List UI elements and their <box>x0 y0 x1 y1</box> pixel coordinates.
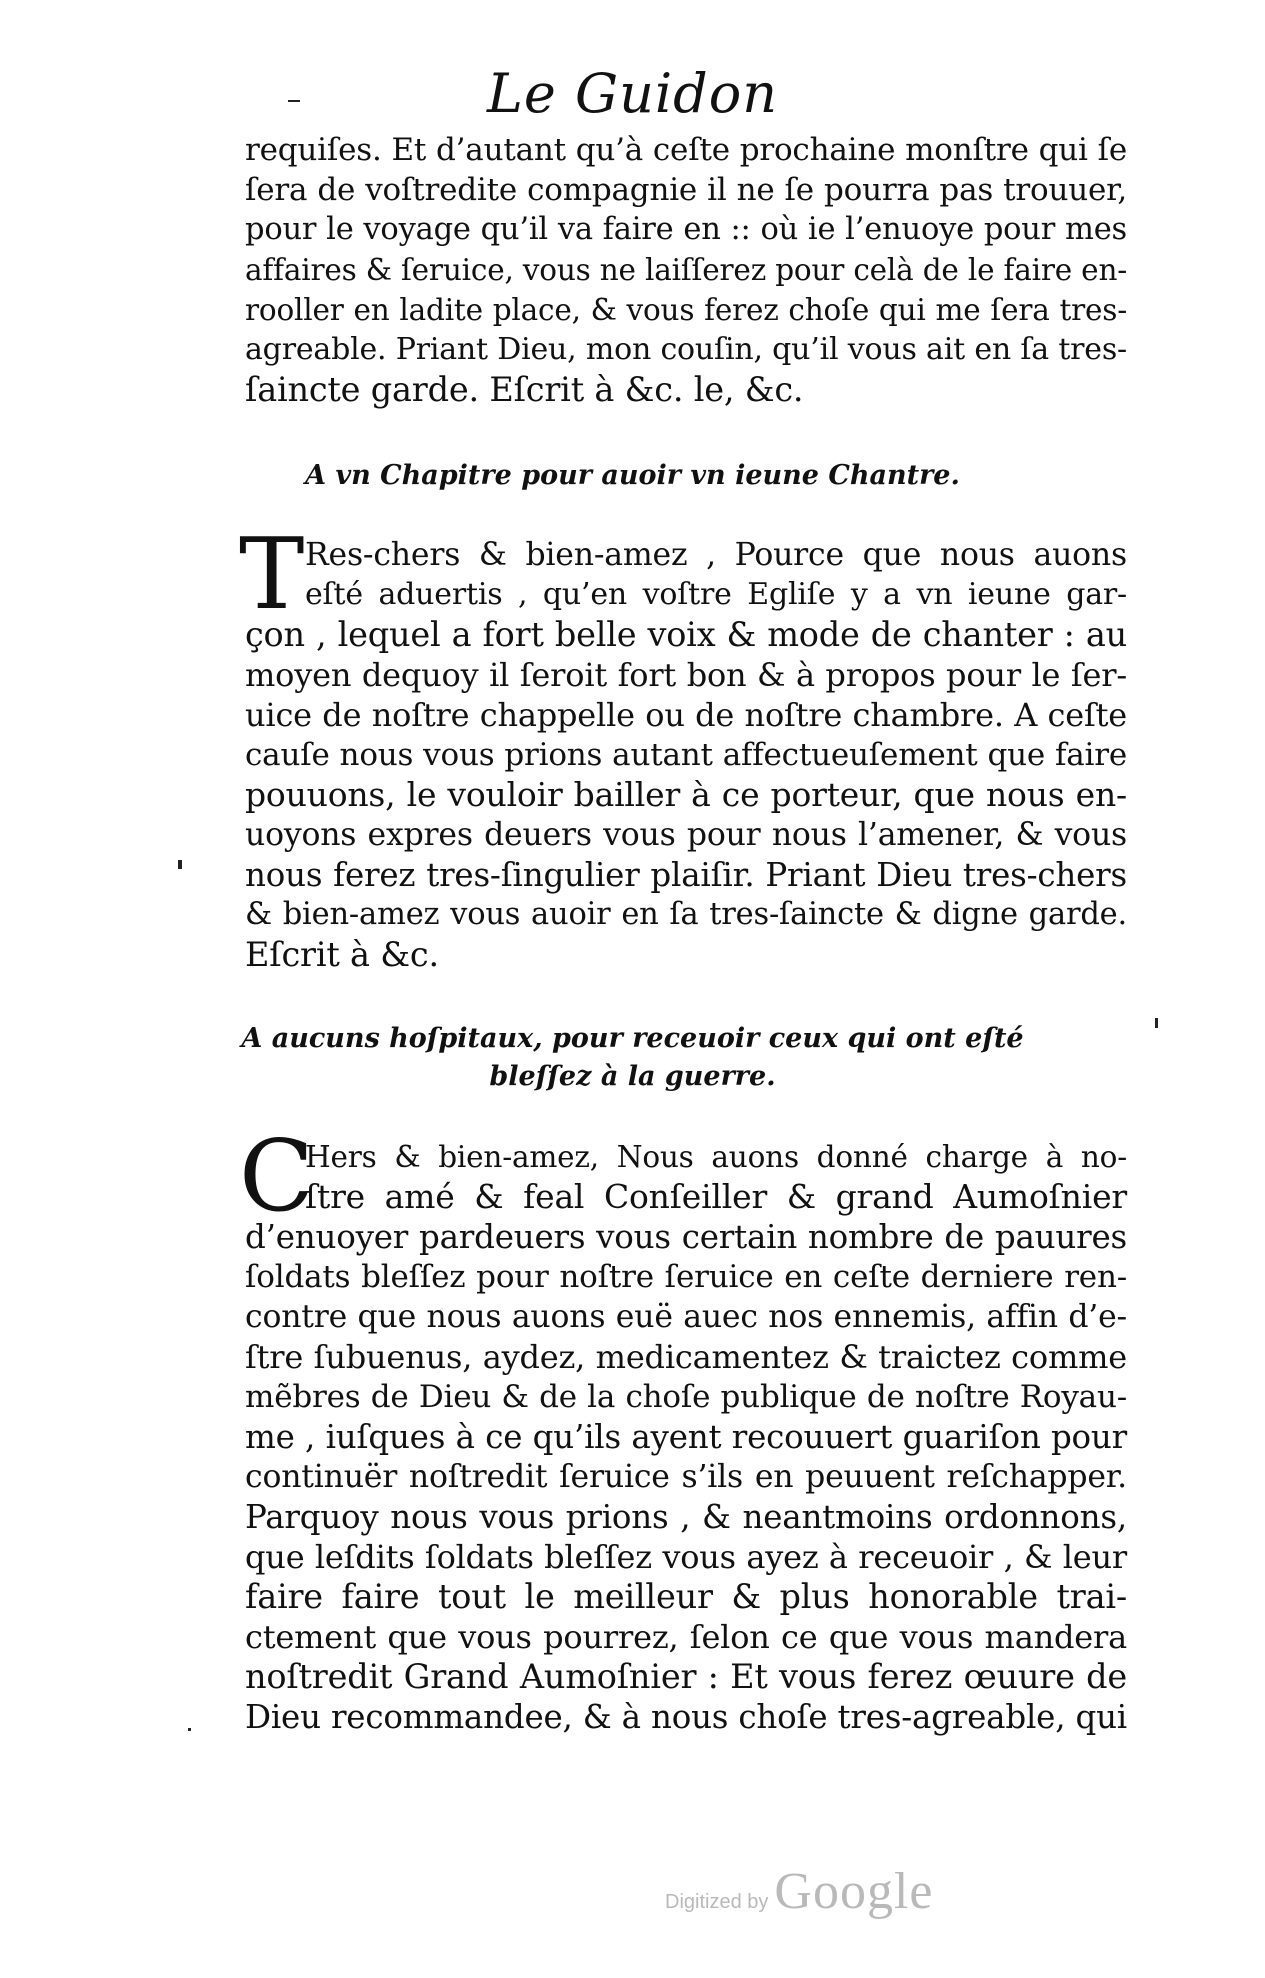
letter-paragraph <box>239 1120 1127 1737</box>
text-line: cauſe nous vous prions autant affectueuſement que faire <box>245 737 1127 773</box>
google-logo: Google <box>774 1863 934 1920</box>
text-line: mẽbres de Dieu & de la choſe publique de noſtre Royau- <box>245 1379 1127 1415</box>
digitized-watermark <box>665 1862 933 1921</box>
section-heading <box>0 1020 1265 1096</box>
text-line: agreable. Priant Dieu, mon couſin, qu’il vous ait en ſa tres- <box>245 332 1127 367</box>
running-title: Le Guidon <box>486 62 779 125</box>
scan-speck <box>1155 1018 1158 1028</box>
watermark-prefix: Digitized by <box>665 1891 769 1913</box>
text-line: ſoldats bleſſez pour noſtre ſeruice en ceſte derniere ren- <box>245 1259 1127 1295</box>
text-line: moyen dequoy il ſeroit fort bon & à propos pour le ſer- <box>245 656 1127 694</box>
text-line: Hers & bien-amez, Nous auons donné charge à no- <box>305 1140 1127 1174</box>
text-line: pouuons, le vouloir bailler à ce porteur, que nous en- <box>245 775 1127 814</box>
text-line: ſtre amé & feal Conſeiller & grand Aumoſnier <box>305 1177 1127 1216</box>
text-line: & bien-amez vous auoir en ſa tres-ſaincte & digne garde. <box>245 897 1127 932</box>
text-line: Dieu recommandee, & à nous choſe tres-agreable, qui <box>245 1698 1127 1736</box>
text-line: me , iuſques à ce qu’ils ayent recouuert guariſon pour <box>245 1418 1127 1456</box>
text-line: nous ferez tres-ſingulier plaiſir. Priant Dieu tres-chers <box>245 856 1127 894</box>
text-line: requiſes. Et d’autant qu’à ceſte prochaine monſtre qui ſe <box>245 132 1127 168</box>
text-line: ſaincte garde. Eſcrit à &c. le, &c. <box>245 370 804 409</box>
text-line: Res-chers & bien-amez , Pource que nous auons <box>305 537 1127 573</box>
heading-line: A aucuns hoſpitaux, pour receuoir ceux qui ont eſté <box>241 1023 1024 1054</box>
drop-cap: C <box>239 1120 314 1234</box>
text-line: noſtredit Grand Aumoſnier : Et vous ferez œuure de <box>245 1657 1127 1696</box>
text-line: uoyons expres deuers vous pour nous l’amener, & vous <box>245 817 1127 853</box>
text-line: uice de noſtre chappelle ou de noſtre chambre. A ceſte <box>245 696 1127 734</box>
scan-speck <box>188 1728 191 1731</box>
text-line: faire faire tout le meilleur & plus honorable trai- <box>245 1577 1127 1616</box>
text-line: ſtre ſubuenus, aydez, medicamentez & traictez comme <box>245 1338 1127 1376</box>
text-line: çon , lequel a fort belle voix & mode de chanter : au <box>245 615 1127 654</box>
text-line: ctement que vous pourrez, ſelon ce que vous mandera <box>245 1618 1127 1656</box>
continuation-paragraph <box>245 130 1127 410</box>
scan-speck <box>288 100 300 102</box>
text-line: d’enuoyer pardeuers vous certain nombre de pauures <box>245 1218 1127 1256</box>
text-line: rooller en ladite place, & vous ferez choſe qui me ſera tres- <box>245 293 1127 327</box>
text-line: eſté aduertis , qu’en voſtre Egliſe y a vn ieune gar- <box>305 577 1127 612</box>
text-line: Eſcrit à &c. <box>245 935 439 974</box>
drop-cap: T <box>239 518 305 632</box>
letter-paragraph <box>239 518 1127 975</box>
heading-line: A vn Chapitre pour auoir vn ieune Chantre. <box>305 460 960 491</box>
text-line: continuër noſtredit ſeruice s’ils en peuuent reſchapper. <box>245 1459 1127 1495</box>
text-line: pour le voyage qu’il va faire en :: où ie l’enuoye pour mes <box>245 212 1127 247</box>
text-line: ſera de voſtredite compagnie il ne ſe pourra pas trouuer, <box>245 172 1127 208</box>
text-line: affaires & ſeruice, vous ne laiſſerez pour celà de le faire en- <box>245 253 1128 287</box>
text-line: Parquoy nous vous prions , & neantmoins ordonnons, <box>245 1498 1127 1536</box>
scan-speck <box>178 860 182 869</box>
text-line: contre que nous auons euë auec nos ennemis, affin d’e- <box>245 1299 1127 1335</box>
text-line: que leſdits ſoldats bleſſez vous ayez à receuoir , & leur <box>245 1538 1127 1576</box>
section-heading <box>0 457 1265 495</box>
heading-line: bleſſez à la guerre. <box>489 1061 776 1092</box>
